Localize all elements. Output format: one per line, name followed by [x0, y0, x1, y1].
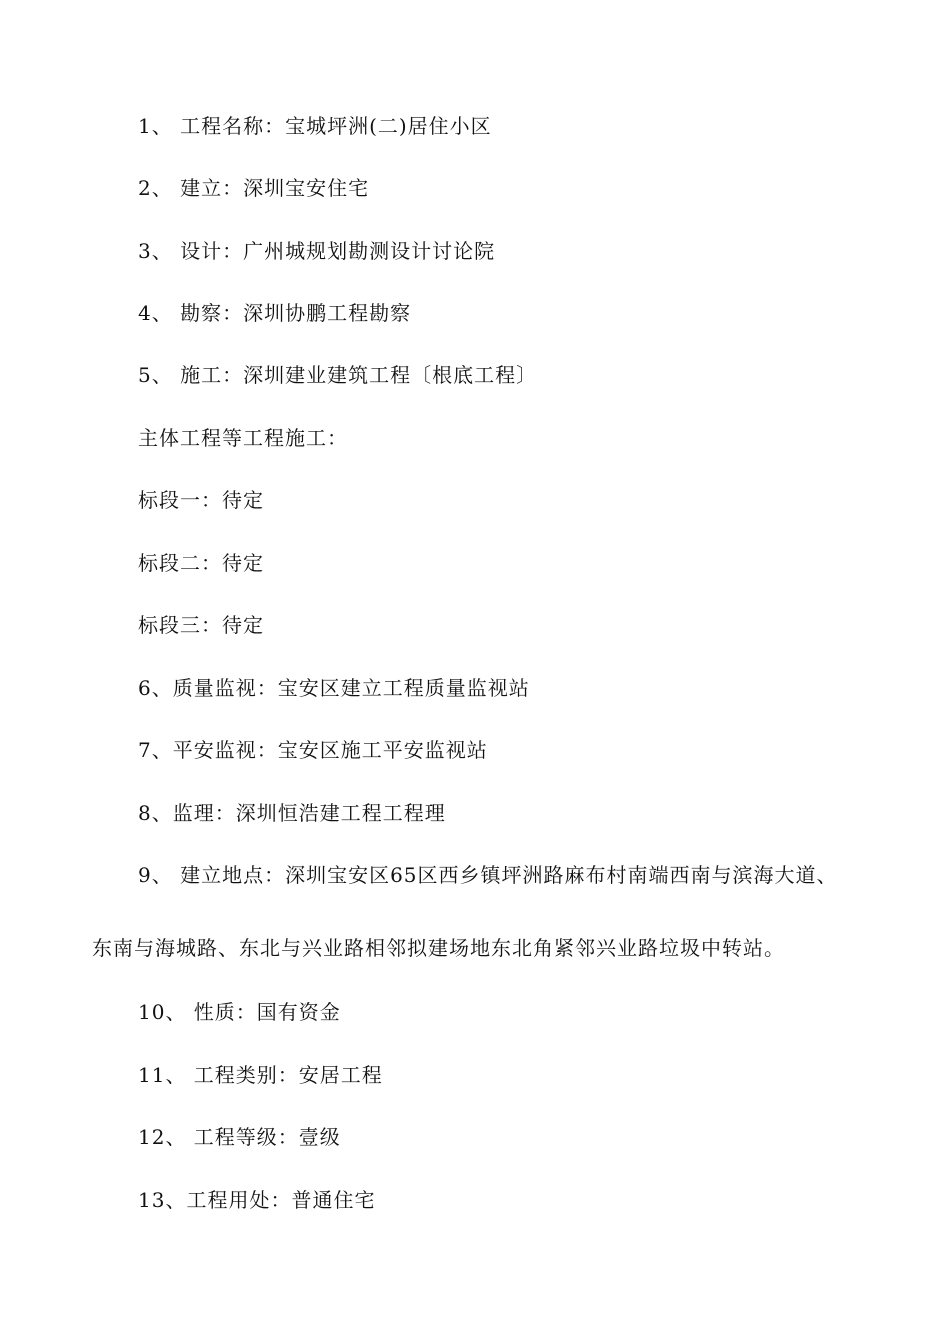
item-6-quality-supervision: 6、质量监视：宝安区建立工程质量监视站: [138, 676, 530, 700]
item-2-builder: 2、 建立：深圳宝安住宅: [138, 176, 370, 200]
item-1-project-name: 1、 工程名称：宝城坪洲(二)居住小区: [138, 114, 492, 138]
item-4-survey: 4、 勘察：深圳协鹏工程勘察: [138, 301, 412, 325]
item-11-project-category: 11、 工程类别：安居工程: [138, 1063, 383, 1087]
item-12-project-grade: 12、 工程等级：壹级: [138, 1125, 341, 1149]
section-1: 标段一：待定: [138, 488, 264, 512]
item-9-location-continued: 东南与海城路、东北与兴业路相邻拟建场地东北角紧邻兴业路垃圾中转站。: [92, 936, 785, 960]
item-7-safety-supervision: 7、平安监视：宝安区施工平安监视站: [138, 738, 488, 762]
section-3: 标段三：待定: [138, 613, 264, 637]
item-13-project-use: 13、工程用处：普通住宅: [138, 1188, 376, 1212]
section-2: 标段二：待定: [138, 551, 264, 575]
item-8-supervisor: 8、监理：深圳恒浩建工程工程理: [138, 801, 446, 825]
item-3-design: 3、 设计：广州城规划勘测设计讨论院: [138, 239, 496, 263]
item-10-nature: 10、 性质：国有资金: [138, 1000, 341, 1024]
main-works-heading: 主体工程等工程施工：: [138, 426, 348, 450]
item-5-construction: 5、 施工：深圳建业建筑工程〔根底工程〕: [138, 363, 538, 387]
item-9-location: 9、 建立地点：深圳宝安区65区西乡镇坪洲路麻布村南端西南与滨海大道、: [138, 863, 838, 887]
